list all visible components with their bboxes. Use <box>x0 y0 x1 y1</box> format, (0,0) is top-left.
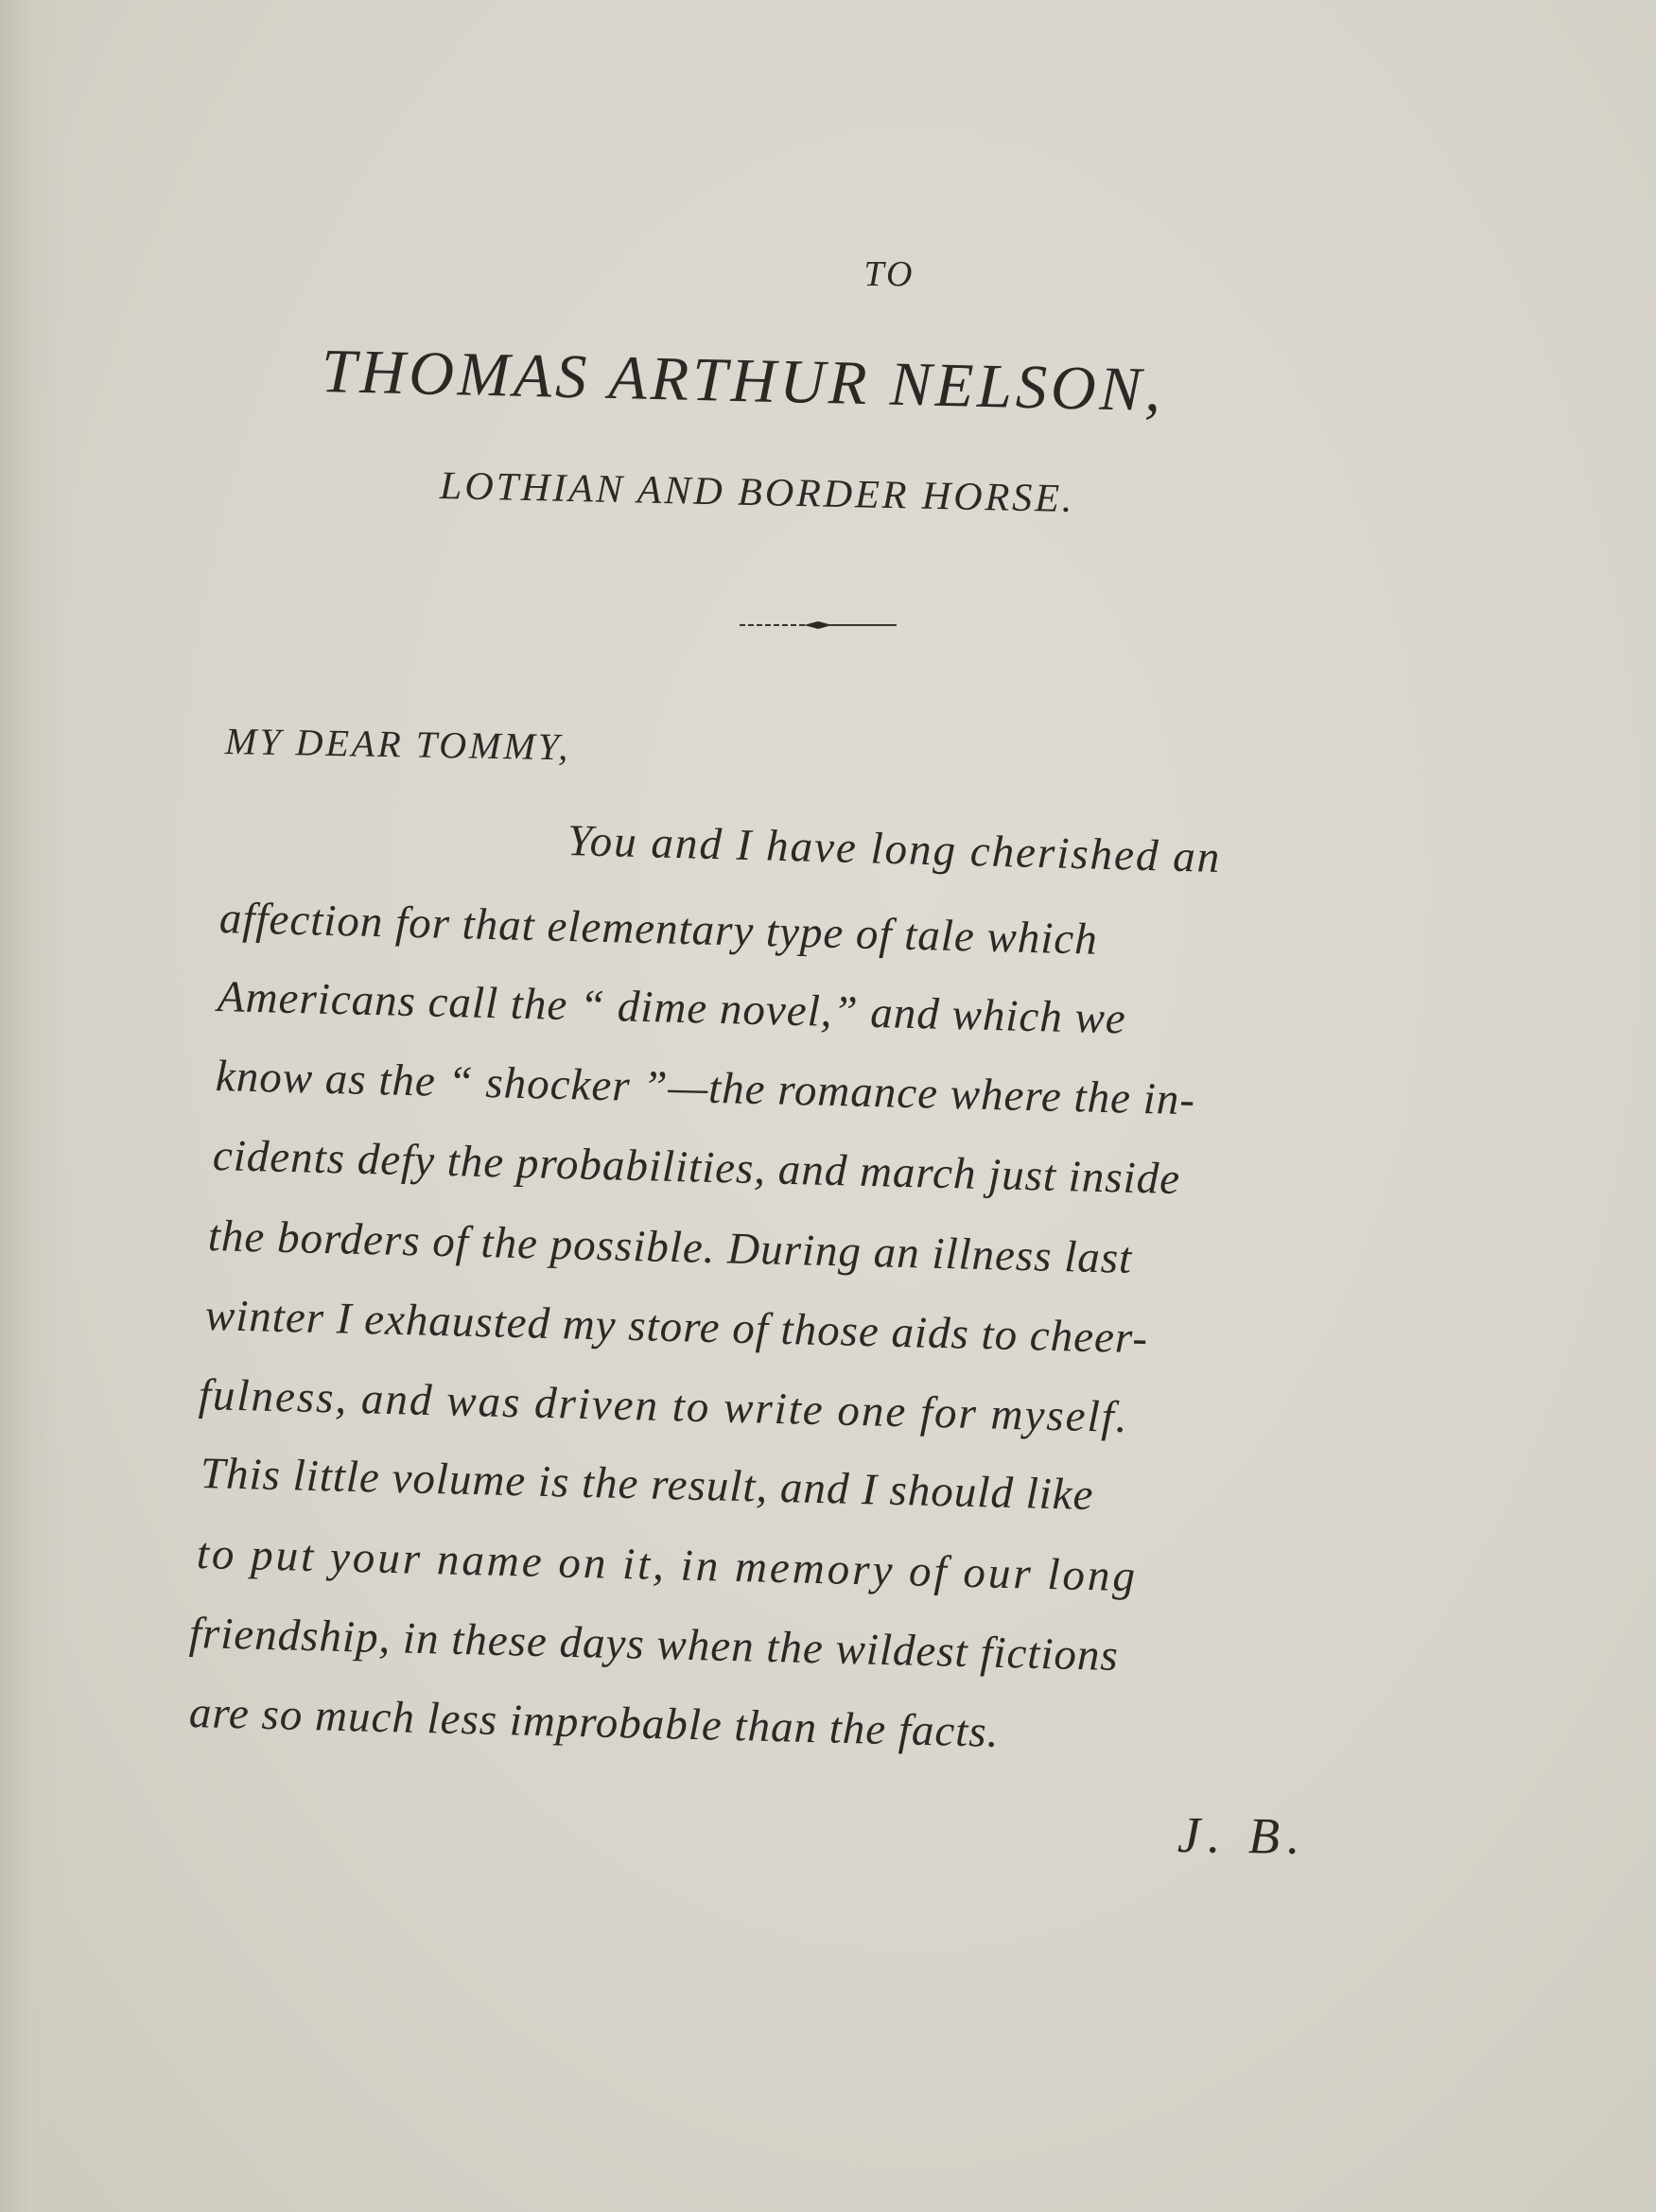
letter-salutation: MY DEAR TOMMY, <box>224 720 571 769</box>
letter-line: Americans call the “ dime novel,” and which we <box>217 972 1127 1044</box>
letter-line: know as the “ shocker ”—the romance where the in- <box>215 1052 1196 1125</box>
letter-line: cidents defy the probabilities, and march just inside <box>212 1131 1181 1204</box>
letter-line: to put your name on it, in memory of our long <box>196 1529 1139 1602</box>
letter-line: fulness, and was driven to write one for myself. <box>198 1370 1130 1443</box>
letter-line: winter I exhausted my store of those aids to cheer- <box>204 1291 1149 1364</box>
letter-line: friendship, in these days when the wildest fictions <box>188 1609 1120 1681</box>
letter-line: This little volume is the result, and I should like <box>200 1449 1095 1521</box>
dedicatee-name: THOMAS ARTHUR NELSON, <box>321 337 1165 426</box>
dedication-to: TO <box>863 254 915 294</box>
letter-line: are so much less improbable than the facts. <box>188 1688 1001 1757</box>
dedicatee-regiment: LOTHIAN AND BORDER HORSE. <box>439 464 1075 522</box>
letter-line: affection for that elementary type of tale which <box>218 894 1099 965</box>
letter-signature: J. B. <box>1177 1806 1308 1865</box>
letter-line: the borders of the possible. During an illness last <box>207 1211 1133 1283</box>
letter-line: You and I have long cherished an <box>567 816 1222 883</box>
